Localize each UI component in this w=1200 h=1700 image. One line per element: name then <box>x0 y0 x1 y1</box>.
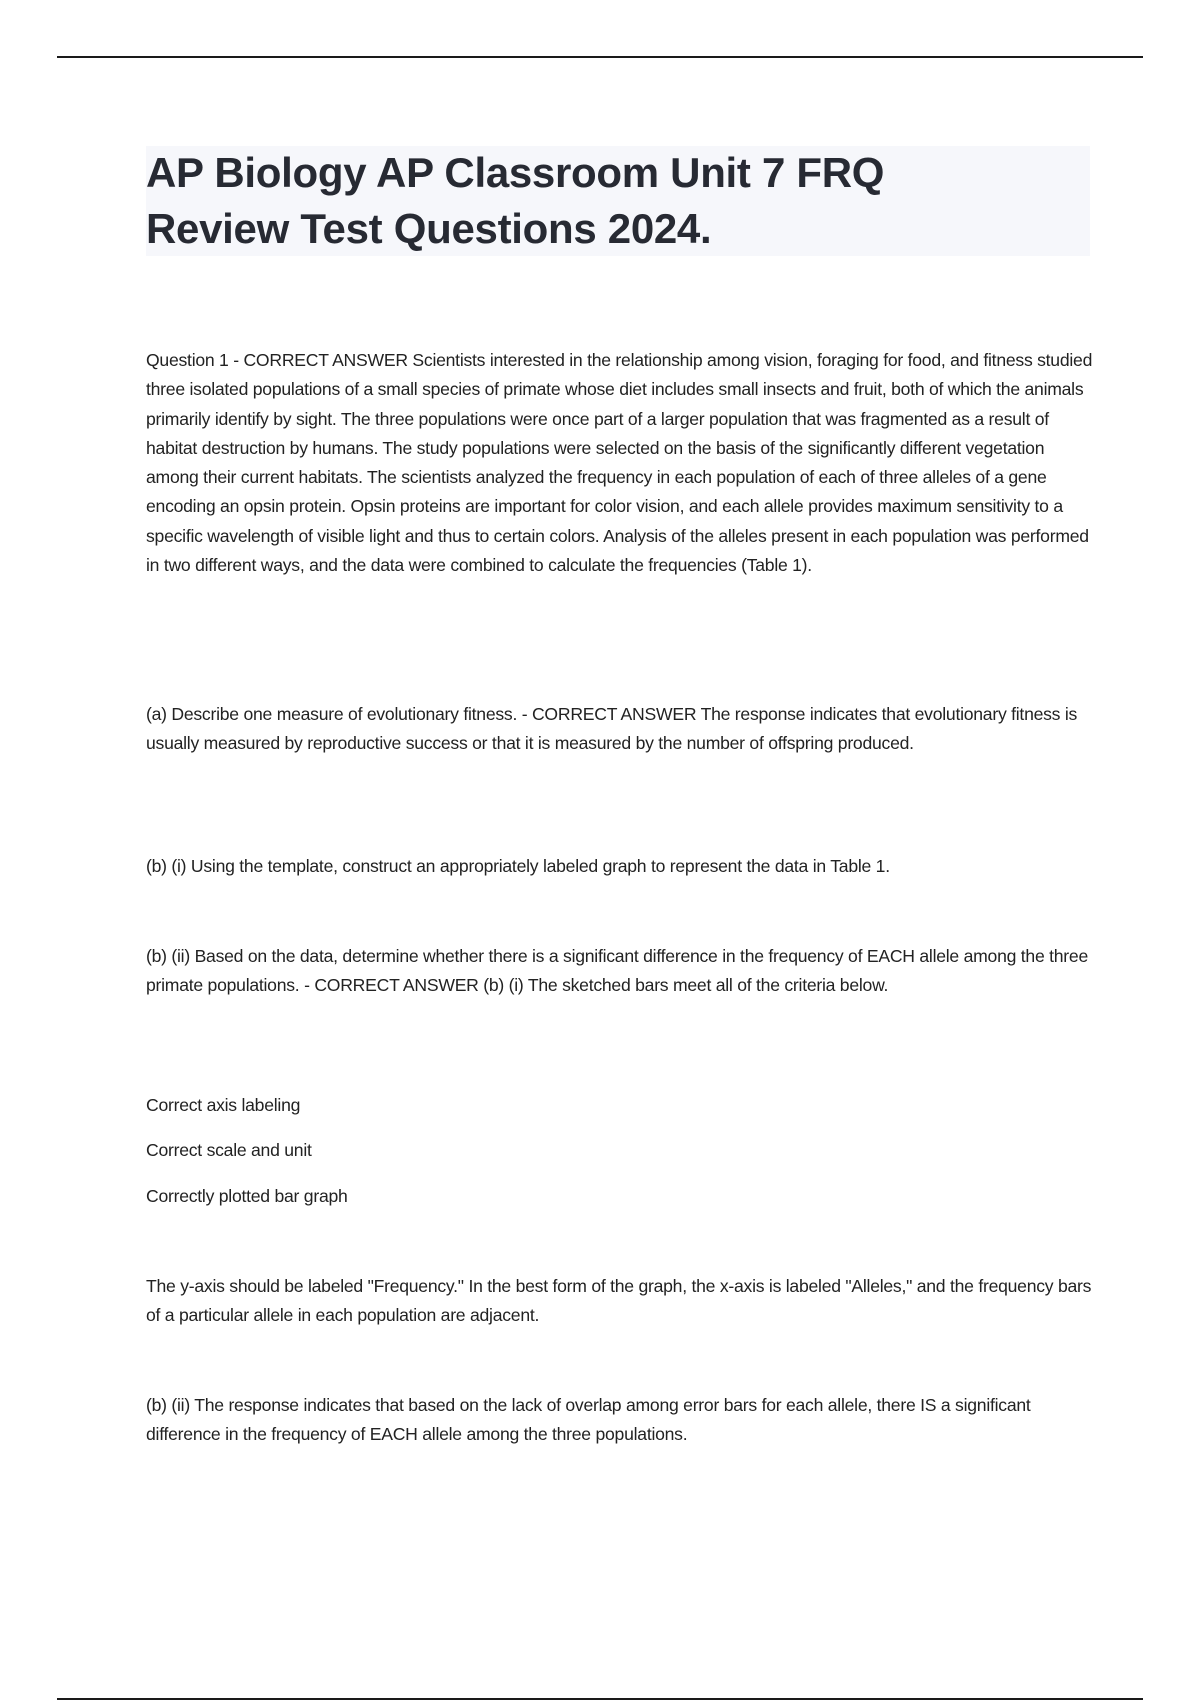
criteria-item-3 <box>146 1182 1096 1211</box>
criteria-item-2 <box>146 1136 1096 1165</box>
criteria-item-1 <box>146 1091 1096 1120</box>
graph-explanation-paragraph <box>146 1272 1096 1331</box>
top-rule <box>57 56 1143 58</box>
question-1-paragraph <box>146 346 1096 580</box>
title-line-1: AP Biology AP Classroom Unit 7 FRQ <box>146 149 885 196</box>
question-text: Question 1 - CORRECT ANSWER Scientists interested in the relationship among vision, foraging for food, and fitness studied three isolated populations of a small species of primate whose diet includes small insects and fruit, both of which the animals primarily identify by sight. The three populations were once part of a larger population that was fragmented as a result of habitat destruction by humans. The study populations were selected on the basis of the significantly different vegetation among their current habitats. The scientists analyzed the frequency in each population of each of three alleles of a gene encoding an opsin protein. Opsin proteins are important for color vision, and each allele provides maximum sensitivity to a specific wavelength of visible light and thus to certain colors. Analysis of the alleles present in each population was performed in two different ways, and the data were combined to calculate the frequencies (Table 1). <box>146 350 1093 576</box>
criteria-text: Correctly plotted bar graph <box>146 1186 348 1206</box>
answer-text: (b) (ii) The response indicates that based on the lack of overlap among error bars for each allele, there IS a significant difference in the frequency of EACH allele among the three populations. <box>146 1395 1031 1445</box>
question-text: (a) Describe one measure of evolutionary fitness. - CORRECT ANSWER The response indicates that evolutionary fitness is usually measured by reproductive success or that it is measured by the number of offspring produced. <box>146 704 1078 754</box>
answer-text: The y-axis should be labeled "Frequency." In the best form of the graph, the x-axis is labeled "Alleles," and the frequency bars of a particular allele in each population are adjacent. <box>146 1276 1092 1326</box>
part-b-ii-paragraph <box>146 942 1096 1001</box>
part-b-i-paragraph <box>146 852 1096 881</box>
part-b-ii-answer-paragraph <box>146 1391 1096 1450</box>
criteria-text: Correct axis labeling <box>146 1095 301 1115</box>
title-block <box>146 146 1090 256</box>
document-title <box>146 145 1090 257</box>
question-text: (b) (ii) Based on the data, determine whether there is a significant difference in the frequency of EACH allele among the three primate populations. - CORRECT ANSWER (b) (i) The sketched bars meet all of the criteria below. <box>146 946 1088 996</box>
part-a-paragraph <box>146 700 1096 759</box>
title-line-2: Review Test Questions 2024. <box>146 205 712 252</box>
question-text: (b) (i) Using the template, construct an appropriately labeled graph to represent the data in Table 1. <box>146 856 890 876</box>
criteria-text: Correct scale and unit <box>146 1140 312 1160</box>
